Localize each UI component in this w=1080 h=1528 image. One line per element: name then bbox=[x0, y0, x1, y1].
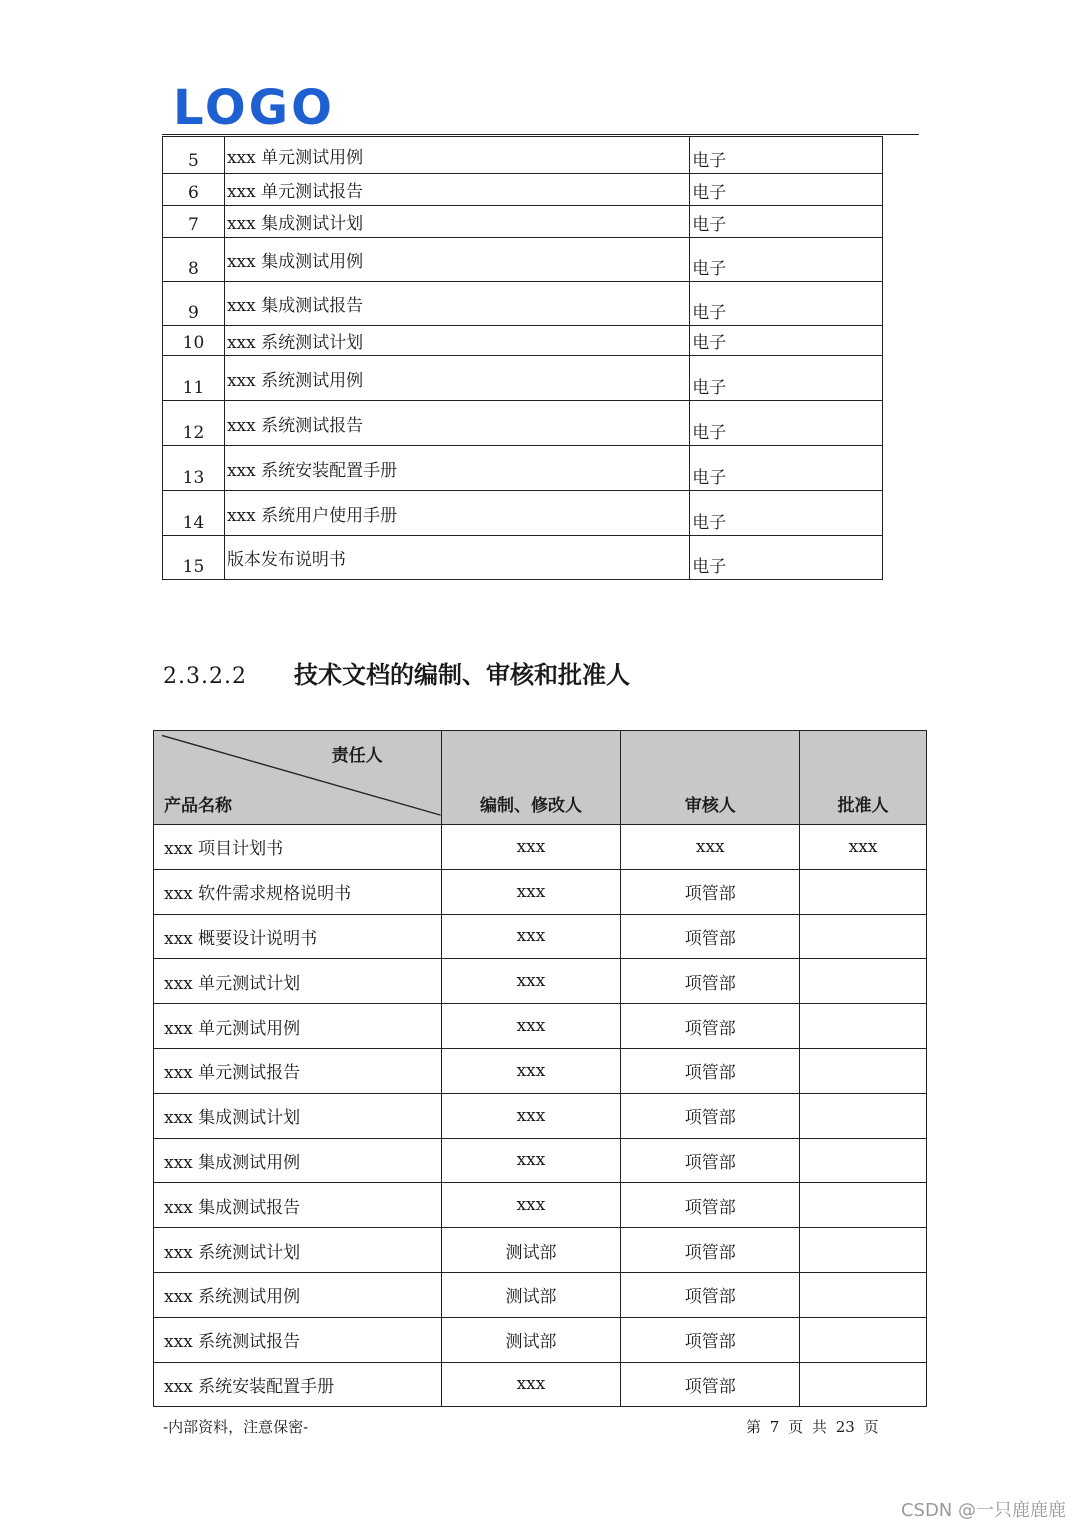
table-row bbox=[163, 491, 883, 536]
table-row bbox=[163, 137, 883, 174]
editor-cell: xxx bbox=[441, 1004, 621, 1049]
editor-cell: xxx bbox=[441, 1048, 621, 1093]
table-row bbox=[154, 1138, 927, 1183]
table-row bbox=[163, 446, 883, 491]
reviewer-cell: 项管部 bbox=[621, 914, 800, 959]
page-label-prefix: 第 bbox=[746, 1418, 762, 1436]
document-type: 电子 bbox=[690, 491, 883, 536]
document-name: xxx 系统测试用例 bbox=[224, 356, 689, 401]
row-number: 8 bbox=[163, 238, 225, 282]
page-total: 23 bbox=[835, 1418, 855, 1436]
row-number: 14 bbox=[163, 491, 225, 536]
document-type: 电子 bbox=[690, 137, 883, 174]
header-rule bbox=[162, 134, 919, 135]
reviewer-cell: 项管部 bbox=[621, 869, 800, 914]
editor-cell: xxx bbox=[441, 825, 621, 870]
product-name: xxx 系统测试计划 bbox=[154, 1228, 442, 1273]
reviewer-cell: 项管部 bbox=[621, 1048, 800, 1093]
reviewer-cell: 项管部 bbox=[621, 1004, 800, 1049]
table-row bbox=[154, 1183, 927, 1228]
product-name-label: 产品名称 bbox=[164, 796, 232, 816]
document-type: 电子 bbox=[690, 238, 883, 282]
table-row bbox=[154, 1048, 927, 1093]
table-row bbox=[163, 356, 883, 401]
row-number: 15 bbox=[163, 536, 225, 580]
table-row bbox=[163, 326, 883, 356]
product-name: xxx 软件需求规格说明书 bbox=[154, 869, 442, 914]
product-name: xxx 集成测试用例 bbox=[154, 1138, 442, 1183]
row-number: 5 bbox=[163, 137, 225, 174]
table-row bbox=[154, 1228, 927, 1273]
responsible-label: 责任人 bbox=[331, 746, 383, 766]
table-row bbox=[163, 536, 883, 580]
approver-cell bbox=[800, 1183, 927, 1228]
document-name: xxx 单元测试用例 bbox=[224, 137, 689, 174]
table-row bbox=[163, 282, 883, 326]
product-name: xxx 单元测试报告 bbox=[154, 1048, 442, 1093]
product-name: xxx 概要设计说明书 bbox=[154, 914, 442, 959]
section-heading bbox=[163, 658, 630, 694]
document-type: 电子 bbox=[690, 356, 883, 401]
product-name: xxx 单元测试计划 bbox=[154, 959, 442, 1004]
page-label-mid: 页 共 bbox=[788, 1418, 827, 1436]
approver-cell bbox=[800, 1138, 927, 1183]
document-name: xxx 集成测试计划 bbox=[224, 206, 689, 238]
table-row bbox=[154, 1093, 927, 1138]
row-number: 12 bbox=[163, 401, 225, 446]
editor-cell: xxx bbox=[441, 1362, 621, 1407]
document-list-table bbox=[162, 136, 883, 580]
document-name: xxx 集成测试报告 bbox=[224, 282, 689, 326]
approver-cell bbox=[800, 1228, 927, 1273]
document-type: 电子 bbox=[690, 536, 883, 580]
approver-cell bbox=[800, 1093, 927, 1138]
table-row bbox=[154, 1362, 927, 1407]
product-name: xxx 项目计划书 bbox=[154, 825, 442, 870]
reviewer-cell: 项管部 bbox=[621, 1272, 800, 1317]
table-row bbox=[163, 174, 883, 206]
table-row bbox=[154, 959, 927, 1004]
document-type: 电子 bbox=[690, 174, 883, 206]
product-name: xxx 集成测试报告 bbox=[154, 1183, 442, 1228]
document-name: xxx 系统用户使用手册 bbox=[224, 491, 689, 536]
table-row bbox=[163, 401, 883, 446]
row-number: 11 bbox=[163, 356, 225, 401]
product-name: xxx 单元测试用例 bbox=[154, 1004, 442, 1049]
row-number: 6 bbox=[163, 174, 225, 206]
document-type: 电子 bbox=[690, 401, 883, 446]
product-name: xxx 系统测试报告 bbox=[154, 1317, 442, 1362]
document-type: 电子 bbox=[690, 446, 883, 491]
document-type: 电子 bbox=[690, 206, 883, 238]
diagonal-header-cell bbox=[154, 731, 442, 825]
editor-cell: 测试部 bbox=[441, 1272, 621, 1317]
document-type: 电子 bbox=[690, 282, 883, 326]
section-number: 2.3.2.2 bbox=[163, 664, 247, 689]
approver-cell bbox=[800, 1362, 927, 1407]
table-row bbox=[154, 1272, 927, 1317]
row-number: 10 bbox=[163, 326, 225, 356]
responsibility-table bbox=[153, 730, 927, 1407]
editor-cell: xxx bbox=[441, 869, 621, 914]
header-row bbox=[154, 731, 927, 825]
editor-cell: xxx bbox=[441, 914, 621, 959]
table-row bbox=[154, 1004, 927, 1049]
reviewer-cell: 项管部 bbox=[621, 1362, 800, 1407]
editor-header: 编制、修改人 bbox=[441, 731, 621, 825]
approver-cell bbox=[800, 1317, 927, 1362]
logo: LOGO bbox=[173, 80, 335, 136]
editor-cell: 测试部 bbox=[441, 1317, 621, 1362]
watermark: CSDN @一只鹿鹿鹿 bbox=[900, 1500, 1066, 1521]
document-type: 电子 bbox=[690, 326, 883, 356]
approver-cell: xxx bbox=[800, 825, 927, 870]
table-row bbox=[154, 869, 927, 914]
editor-cell: xxx bbox=[441, 1138, 621, 1183]
document-name: xxx 单元测试报告 bbox=[224, 174, 689, 206]
table-row bbox=[154, 914, 927, 959]
editor-cell: xxx bbox=[441, 1093, 621, 1138]
document-name: xxx 系统测试计划 bbox=[224, 326, 689, 356]
approver-cell bbox=[800, 1272, 927, 1317]
approver-cell bbox=[800, 869, 927, 914]
table-row bbox=[163, 206, 883, 238]
row-number: 9 bbox=[163, 282, 225, 326]
table-row bbox=[154, 1317, 927, 1362]
editor-cell: xxx bbox=[441, 1183, 621, 1228]
table-row bbox=[154, 825, 927, 870]
section-title: 技术文档的编制、审核和批准人 bbox=[294, 660, 630, 689]
reviewer-cell: 项管部 bbox=[621, 959, 800, 1004]
reviewer-cell: xxx bbox=[621, 825, 800, 870]
page-label-suffix: 页 bbox=[863, 1418, 879, 1436]
page-indicator bbox=[746, 1416, 879, 1437]
approver-header: 批准人 bbox=[800, 731, 927, 825]
document-name: xxx 系统测试报告 bbox=[224, 401, 689, 446]
row-number: 7 bbox=[163, 206, 225, 238]
reviewer-cell: 项管部 bbox=[621, 1317, 800, 1362]
footer-confidential: -内部资料，注意保密- bbox=[163, 1418, 309, 1436]
row-number: 13 bbox=[163, 446, 225, 491]
approver-cell bbox=[800, 914, 927, 959]
editor-cell: xxx bbox=[441, 959, 621, 1004]
reviewer-cell: 项管部 bbox=[621, 1183, 800, 1228]
approver-cell bbox=[800, 1004, 927, 1049]
editor-cell: 测试部 bbox=[441, 1228, 621, 1273]
reviewer-header: 审核人 bbox=[621, 731, 800, 825]
reviewer-cell: 项管部 bbox=[621, 1228, 800, 1273]
product-name: xxx 系统安装配置手册 bbox=[154, 1362, 442, 1407]
document-name: xxx 集成测试用例 bbox=[224, 238, 689, 282]
approver-cell bbox=[800, 1048, 927, 1093]
document-name: xxx 系统安装配置手册 bbox=[224, 446, 689, 491]
reviewer-cell: 项管部 bbox=[621, 1138, 800, 1183]
reviewer-cell: 项管部 bbox=[621, 1093, 800, 1138]
product-name: xxx 系统测试用例 bbox=[154, 1272, 442, 1317]
product-name: xxx 集成测试计划 bbox=[154, 1093, 442, 1138]
document-name: 版本发布说明书 bbox=[224, 536, 689, 580]
approver-cell bbox=[800, 959, 927, 1004]
table-row bbox=[163, 238, 883, 282]
page-number: 7 bbox=[769, 1418, 780, 1436]
